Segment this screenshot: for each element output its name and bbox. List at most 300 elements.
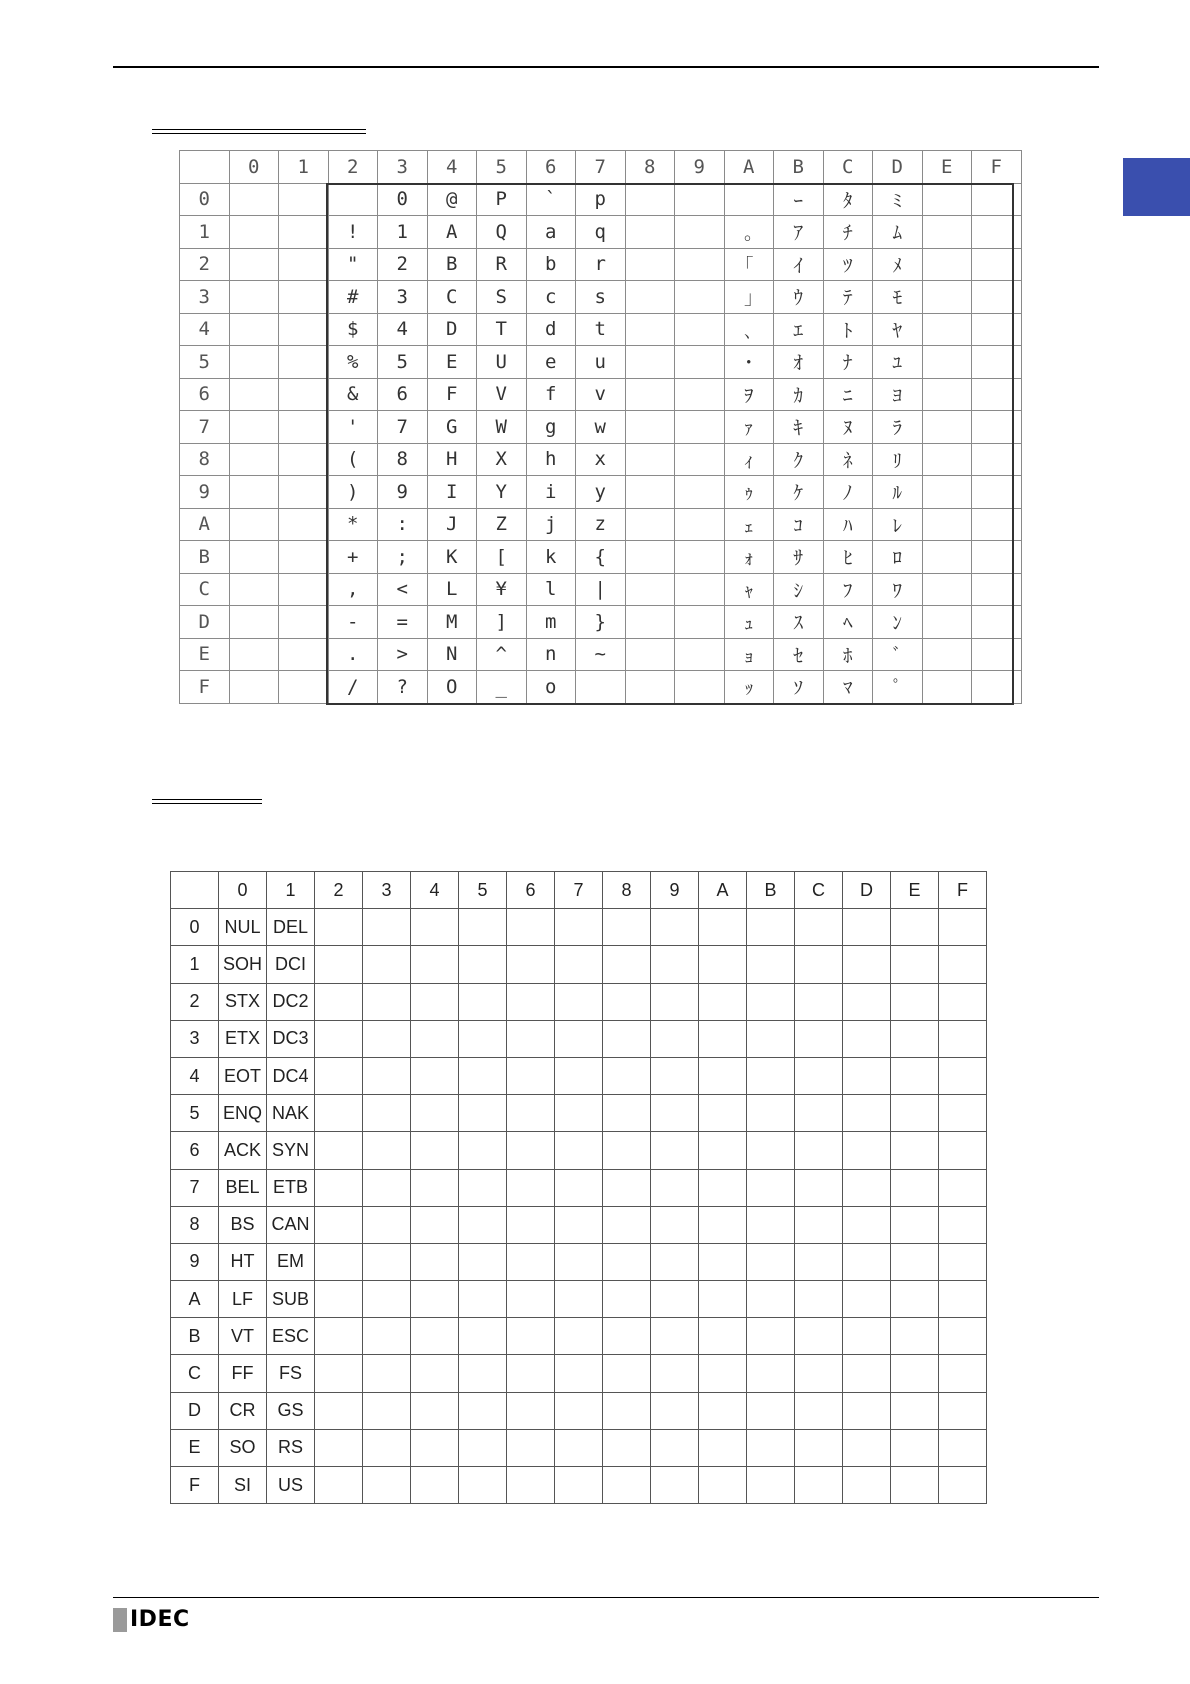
char-cell: ﾂ: [823, 248, 873, 281]
char-cell: ｹ: [774, 476, 824, 509]
code-cell: [315, 1169, 363, 1206]
row-header: 8: [180, 443, 230, 476]
code-cell: DC3: [267, 1020, 315, 1057]
code-cell: [411, 1020, 459, 1057]
char-cell: H: [427, 443, 477, 476]
code-cell: [555, 1132, 603, 1169]
row-header: 9: [171, 1243, 219, 1280]
char-cell: }: [576, 606, 626, 639]
column-header: 6: [526, 151, 576, 184]
char-cell: a: [526, 216, 576, 249]
code-cell: [891, 1243, 939, 1280]
char-cell: n: [526, 638, 576, 671]
table-row: [171, 909, 987, 946]
code-cell: [843, 1467, 891, 1504]
char-cell: ｩ: [724, 476, 774, 509]
code-cell: [891, 1095, 939, 1132]
column-header: 7: [576, 151, 626, 184]
code-cell: [843, 1020, 891, 1057]
char-cell: ~: [576, 638, 626, 671]
row-header: B: [180, 541, 230, 574]
char-cell: o: [526, 671, 576, 704]
char-cell: ｿ: [774, 671, 824, 704]
char-cell: [625, 346, 675, 379]
table-row: [171, 1355, 987, 1392]
code-cell: [699, 1206, 747, 1243]
code-cell: DC2: [267, 983, 315, 1020]
row-header: 4: [180, 313, 230, 346]
column-header: 9: [651, 872, 699, 909]
table-row: [171, 946, 987, 983]
code-cell: BS: [219, 1206, 267, 1243]
char-cell: [675, 346, 725, 379]
code-cell: [363, 909, 411, 946]
char-cell: [279, 411, 329, 444]
char-cell: q: [576, 216, 626, 249]
char-cell: ｽ: [774, 606, 824, 639]
code-cell: [411, 1095, 459, 1132]
char-cell: !: [328, 216, 378, 249]
code-cell: SI: [219, 1467, 267, 1504]
char-cell: [229, 476, 279, 509]
char-cell: [229, 248, 279, 281]
char-cell: ﾆ: [823, 378, 873, 411]
code-cell: [507, 1467, 555, 1504]
char-cell: u: [576, 346, 626, 379]
code-cell: VT: [219, 1318, 267, 1355]
char-cell: [625, 313, 675, 346]
char-cell: [279, 476, 329, 509]
char-cell: [675, 281, 725, 314]
char-cell: [229, 281, 279, 314]
code-cell: [411, 1206, 459, 1243]
code-cell: [795, 946, 843, 983]
code-cell: [459, 1020, 507, 1057]
code-cell: FS: [267, 1355, 315, 1392]
code-cell: [795, 1392, 843, 1429]
char-cell: W: [477, 411, 527, 444]
table-row: [180, 671, 1022, 704]
code-cell: [411, 1169, 459, 1206]
char-cell: k: [526, 541, 576, 574]
code-cell: [459, 1095, 507, 1132]
char-cell: :: [378, 508, 428, 541]
char-cell: t: [576, 313, 626, 346]
code-cell: SO: [219, 1429, 267, 1466]
char-cell: ｲ: [774, 248, 824, 281]
code-cell: [555, 1392, 603, 1429]
char-cell: f: [526, 378, 576, 411]
code-cell: [555, 946, 603, 983]
char-cell: [972, 346, 1022, 379]
code-cell: [843, 1355, 891, 1392]
code-cell: [699, 1243, 747, 1280]
char-cell: [972, 281, 1022, 314]
char-cell: ｪ: [724, 508, 774, 541]
code-cell: [603, 1206, 651, 1243]
char-cell: %: [328, 346, 378, 379]
table-row: [180, 313, 1022, 346]
code-cell: [795, 909, 843, 946]
header-rule: [113, 66, 1099, 68]
table-row: [180, 216, 1022, 249]
char-cell: R: [477, 248, 527, 281]
code-cell: EOT: [219, 1057, 267, 1094]
char-cell: L: [427, 573, 477, 606]
code-cell: [939, 1132, 987, 1169]
char-cell: D: [427, 313, 477, 346]
char-cell: E: [427, 346, 477, 379]
code-cell: [699, 1169, 747, 1206]
char-cell: [675, 183, 725, 216]
char-cell: [279, 671, 329, 704]
char-cell: ｮ: [724, 638, 774, 671]
char-cell: [972, 476, 1022, 509]
code-cell: [411, 1281, 459, 1318]
table-row: [171, 1243, 987, 1280]
code-cell: [891, 1169, 939, 1206]
table-row: [180, 281, 1022, 314]
char-cell: [675, 216, 725, 249]
table-row: [180, 443, 1022, 476]
char-cell: [625, 216, 675, 249]
code-cell: [507, 1318, 555, 1355]
code-cell: SOH: [219, 946, 267, 983]
char-cell: [279, 313, 329, 346]
code-cell: [843, 1281, 891, 1318]
code-cell: [891, 1206, 939, 1243]
char-cell: [972, 573, 1022, 606]
code-cell: [795, 1057, 843, 1094]
code-cell: [603, 1281, 651, 1318]
char-cell: [625, 411, 675, 444]
code-cell: [939, 1281, 987, 1318]
code-cell: [843, 1206, 891, 1243]
char-cell: K: [427, 541, 477, 574]
column-header: 3: [378, 151, 428, 184]
char-cell: P: [477, 183, 527, 216]
code-cell: [555, 1169, 603, 1206]
char-cell: ]: [477, 606, 527, 639]
code-cell: [411, 1429, 459, 1466]
code-cell: [747, 1095, 795, 1132]
code-cell: [939, 1095, 987, 1132]
code-cell: [363, 1281, 411, 1318]
code-cell: [315, 1355, 363, 1392]
code-cell: [507, 946, 555, 983]
code-cell: [315, 1429, 363, 1466]
row-header: 4: [171, 1057, 219, 1094]
char-cell: S: [477, 281, 527, 314]
section-heading-underline-1: [152, 129, 366, 130]
char-cell: ,: [328, 573, 378, 606]
table-row: [180, 573, 1022, 606]
char-cell: [229, 346, 279, 379]
code-cell: [315, 1020, 363, 1057]
char-cell: Z: [477, 508, 527, 541]
row-header: E: [171, 1429, 219, 1466]
code-cell: [795, 1318, 843, 1355]
code-cell: LF: [219, 1281, 267, 1318]
table-row: [171, 983, 987, 1020]
code-cell: [939, 1392, 987, 1429]
code-cell: [603, 1429, 651, 1466]
code-cell: [939, 1020, 987, 1057]
code-cell: [411, 1132, 459, 1169]
char-cell: ｧ: [724, 411, 774, 444]
char-cell: N: [427, 638, 477, 671]
char-cell: ｡: [724, 216, 774, 249]
char-cell: -: [328, 606, 378, 639]
char-cell: ﾜ: [873, 573, 923, 606]
code-cell: [891, 1392, 939, 1429]
code-cell: [795, 1169, 843, 1206]
char-cell: &: [328, 378, 378, 411]
code-cell: [363, 1057, 411, 1094]
char-cell: [625, 638, 675, 671]
code-cell: ACK: [219, 1132, 267, 1169]
table-row: [171, 1429, 987, 1466]
char-cell: [972, 183, 1022, 216]
char-cell: ﾙ: [873, 476, 923, 509]
code-cell: [795, 983, 843, 1020]
char-cell: [229, 183, 279, 216]
char-cell: ｾ: [774, 638, 824, 671]
char-cell: [675, 638, 725, 671]
char-cell: [675, 508, 725, 541]
code-cell: [555, 1467, 603, 1504]
code-cell: [315, 909, 363, 946]
row-header: F: [171, 1467, 219, 1504]
code-cell: [747, 1169, 795, 1206]
table-row: [171, 1281, 987, 1318]
code-cell: [507, 1429, 555, 1466]
logo-text: IDEC: [130, 1607, 190, 1632]
code-cell: [795, 1281, 843, 1318]
char-cell: {: [576, 541, 626, 574]
code-cell: [603, 1020, 651, 1057]
table-row: [180, 476, 1022, 509]
row-header: 0: [171, 909, 219, 946]
code-cell: [603, 1057, 651, 1094]
row-header: 7: [180, 411, 230, 444]
char-cell: ﾑ: [873, 216, 923, 249]
char-cell: [279, 508, 329, 541]
char-cell: e: [526, 346, 576, 379]
code-cell: [459, 1392, 507, 1429]
char-cell: ": [328, 248, 378, 281]
code-cell: [603, 1243, 651, 1280]
code-cell: [315, 946, 363, 983]
char-cell: ﾕ: [873, 346, 923, 379]
row-header: 2: [171, 983, 219, 1020]
code-cell: [603, 1095, 651, 1132]
row-header: C: [180, 573, 230, 606]
footer-rule: [113, 1597, 1099, 1598]
char-cell: [972, 216, 1022, 249]
char-cell: J: [427, 508, 477, 541]
code-cell: ETB: [267, 1169, 315, 1206]
row-header: 7: [171, 1169, 219, 1206]
code-cell: [363, 1132, 411, 1169]
code-cell: [651, 1355, 699, 1392]
char-cell: ?: [378, 671, 428, 704]
column-header: 4: [427, 151, 477, 184]
char-cell: [279, 606, 329, 639]
code-cell: [507, 1132, 555, 1169]
char-cell: h: [526, 443, 576, 476]
code-cell: [507, 1392, 555, 1429]
char-cell: [328, 183, 378, 216]
row-header: 3: [180, 281, 230, 314]
column-header: 8: [625, 151, 675, 184]
char-cell: [625, 281, 675, 314]
code-cell: [603, 1355, 651, 1392]
code-cell: [363, 1429, 411, 1466]
code-cell: DC4: [267, 1057, 315, 1094]
code-cell: [939, 1057, 987, 1094]
code-cell: [651, 1281, 699, 1318]
code-cell: [363, 1355, 411, 1392]
char-cell: ﾝ: [873, 606, 923, 639]
code-cell: [363, 1095, 411, 1132]
column-header: 8: [603, 872, 651, 909]
code-cell: [747, 1355, 795, 1392]
char-cell: [922, 346, 972, 379]
char-cell: [229, 216, 279, 249]
char-cell: [922, 411, 972, 444]
code-cell: [411, 983, 459, 1020]
table-row: [171, 1169, 987, 1206]
char-cell: >: [378, 638, 428, 671]
char-cell: [229, 443, 279, 476]
code-cell: [747, 909, 795, 946]
char-cell: @: [427, 183, 477, 216]
char-cell: ﾒ: [873, 248, 923, 281]
table-row: [171, 1132, 987, 1169]
code-cell: [699, 983, 747, 1020]
code-cell: [315, 1095, 363, 1132]
column-header: A: [724, 151, 774, 184]
code-cell: [603, 1467, 651, 1504]
char-cell: [279, 443, 329, 476]
code-cell: [699, 1467, 747, 1504]
char-cell: [972, 508, 1022, 541]
char-cell: 9: [378, 476, 428, 509]
char-cell: ﾇ: [823, 411, 873, 444]
char-cell: g: [526, 411, 576, 444]
column-header: 3: [363, 872, 411, 909]
code-cell: [603, 946, 651, 983]
char-cell: [279, 346, 329, 379]
table-row: [180, 248, 1022, 281]
code-cell: [939, 1467, 987, 1504]
char-cell: ｷ: [774, 411, 824, 444]
code-cell: [651, 1169, 699, 1206]
char-cell: ﾗ: [873, 411, 923, 444]
char-cell: ﾔ: [873, 313, 923, 346]
char-cell: ｸ: [774, 443, 824, 476]
char-cell: 1: [378, 216, 428, 249]
char-cell: [972, 638, 1022, 671]
code-cell: [315, 1206, 363, 1243]
char-cell: b: [526, 248, 576, 281]
char-cell: [675, 313, 725, 346]
char-cell: ｵ: [774, 346, 824, 379]
code-cell: [795, 1243, 843, 1280]
char-cell: ｫ: [724, 541, 774, 574]
code-cell: [363, 1206, 411, 1243]
code-cell: [939, 946, 987, 983]
column-header: 2: [328, 151, 378, 184]
code-cell: [555, 1281, 603, 1318]
code-cell: [363, 1243, 411, 1280]
char-cell: [972, 313, 1022, 346]
char-cell: [229, 313, 279, 346]
code-cell: [795, 1429, 843, 1466]
char-cell: [279, 183, 329, 216]
column-header: 6: [507, 872, 555, 909]
code-cell: [507, 1169, 555, 1206]
char-cell: ｼ: [774, 573, 824, 606]
code-cell: [939, 1318, 987, 1355]
code-cell: [699, 1281, 747, 1318]
char-cell: [972, 378, 1022, 411]
code-cell: [363, 1169, 411, 1206]
code-cell: [747, 1281, 795, 1318]
char-cell: ﾖ: [873, 378, 923, 411]
char-cell: [922, 248, 972, 281]
column-header: D: [873, 151, 923, 184]
code-cell: [411, 1355, 459, 1392]
code-cell: [699, 1095, 747, 1132]
char-cell: ﾏ: [823, 671, 873, 704]
code-cell: [891, 1429, 939, 1466]
char-cell: [922, 508, 972, 541]
row-header: 0: [180, 183, 230, 216]
table-row: [171, 1467, 987, 1504]
char-cell: [922, 378, 972, 411]
code-cell: [459, 1429, 507, 1466]
column-header: F: [939, 872, 987, 909]
code-cell: [411, 909, 459, 946]
code-cell: DEL: [267, 909, 315, 946]
row-header: 1: [171, 946, 219, 983]
char-cell: (: [328, 443, 378, 476]
code-cell: [315, 1057, 363, 1094]
char-cell: [972, 541, 1022, 574]
char-cell: w: [576, 411, 626, 444]
code-cell: [411, 1318, 459, 1355]
code-cell: [363, 1318, 411, 1355]
char-cell: [229, 671, 279, 704]
row-header: D: [180, 606, 230, 639]
code-cell: [555, 983, 603, 1020]
char-cell: X: [477, 443, 527, 476]
code-cell: [747, 983, 795, 1020]
code-cell: SUB: [267, 1281, 315, 1318]
column-header: 5: [459, 872, 507, 909]
column-header: B: [774, 151, 824, 184]
char-cell: [675, 443, 725, 476]
code-cell: [699, 1020, 747, 1057]
code-cell: [411, 1467, 459, 1504]
char-cell: ﾅ: [823, 346, 873, 379]
table-row: [171, 1057, 987, 1094]
char-cell: [625, 671, 675, 704]
char-cell: [625, 508, 675, 541]
code-cell: [507, 1020, 555, 1057]
